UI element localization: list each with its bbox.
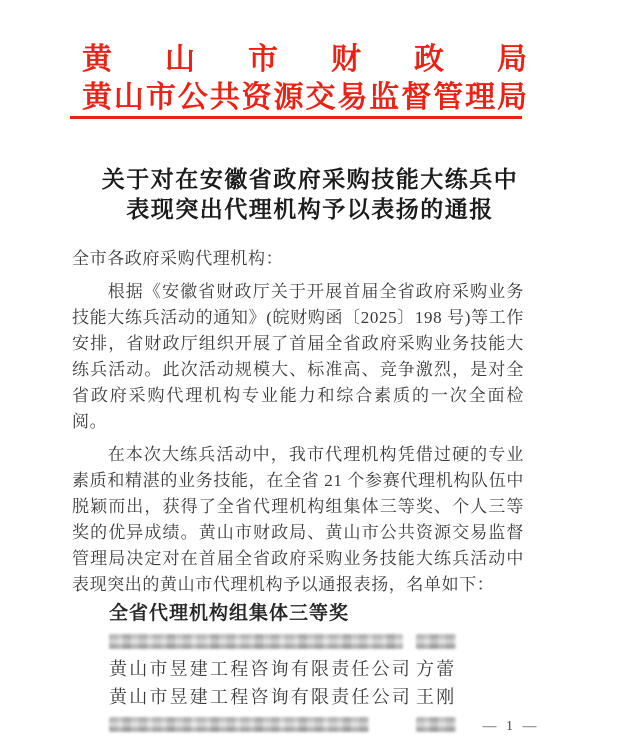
award-person-name: 王刚	[416, 686, 457, 707]
document-title-line-1: 关于对在安徽省政府采购技能大练兵中	[101, 167, 519, 192]
redacted-name-block	[416, 634, 456, 649]
award-org: 黄山市昱建工程咨询有限责任公司	[109, 659, 412, 680]
document-body	[72, 246, 524, 738]
letterhead	[82, 42, 527, 116]
award-person-name: 方蕾	[416, 659, 457, 680]
redacted-org-block	[109, 717, 369, 732]
letterhead-divider-rule	[70, 116, 522, 119]
award-row-1	[109, 656, 524, 684]
redacted-org-wrapper	[109, 634, 416, 649]
salutation: 全市各政府采购代理机构：	[72, 249, 284, 268]
page-number: — 1 —	[482, 719, 540, 734]
document-title	[0, 165, 620, 225]
award-org: 黄山市昱建工程咨询有限责任公司	[109, 686, 412, 707]
award-row-2	[109, 683, 524, 711]
redacted-name-block	[416, 717, 456, 732]
award-row-redacted-1	[109, 628, 524, 656]
letterhead-line-2: 黄山市公共资源交易监督管理局	[82, 81, 527, 114]
award-section-heading: 全省代理机构组集体三等奖	[109, 603, 350, 624]
redacted-org-block	[109, 634, 403, 649]
paragraph-2: 在本次大练兵活动中，我市代理机构凭借过硬的专业素质和精湛的业务技能，在全省 21 个参赛代理机构队伍中脱颖而出，获得了全省代理机构组集体三等奖、个人三等奖的优异成绩。黄山市财政局、黄山市公共资源交易监督管理局决定对在首届全省政府采购业务技能大练兵活动中表现突出的黄山市代理机构予以通报表扬，名单如下：	[72, 445, 524, 594]
document-title-line-2: 表现突出代理机构予以表扬的通报	[126, 197, 494, 222]
letterhead-line-1: 黄山市财政局	[82, 43, 527, 76]
redacted-org-wrapper	[109, 717, 416, 732]
paragraph-1: 根据《安徽省财政厅关于开展首届全省政府采购业务技能大练兵活动的通知》(皖财购函〔2025〕198 号)等工作安排，省财政厅组织开展了首届全省政府采购业务技能大练兵活动。此次活动规模大、标准高、竞争激烈，是对全省政府采购代理机构专业能力和综合素质的一次全面检阅。	[72, 282, 524, 431]
